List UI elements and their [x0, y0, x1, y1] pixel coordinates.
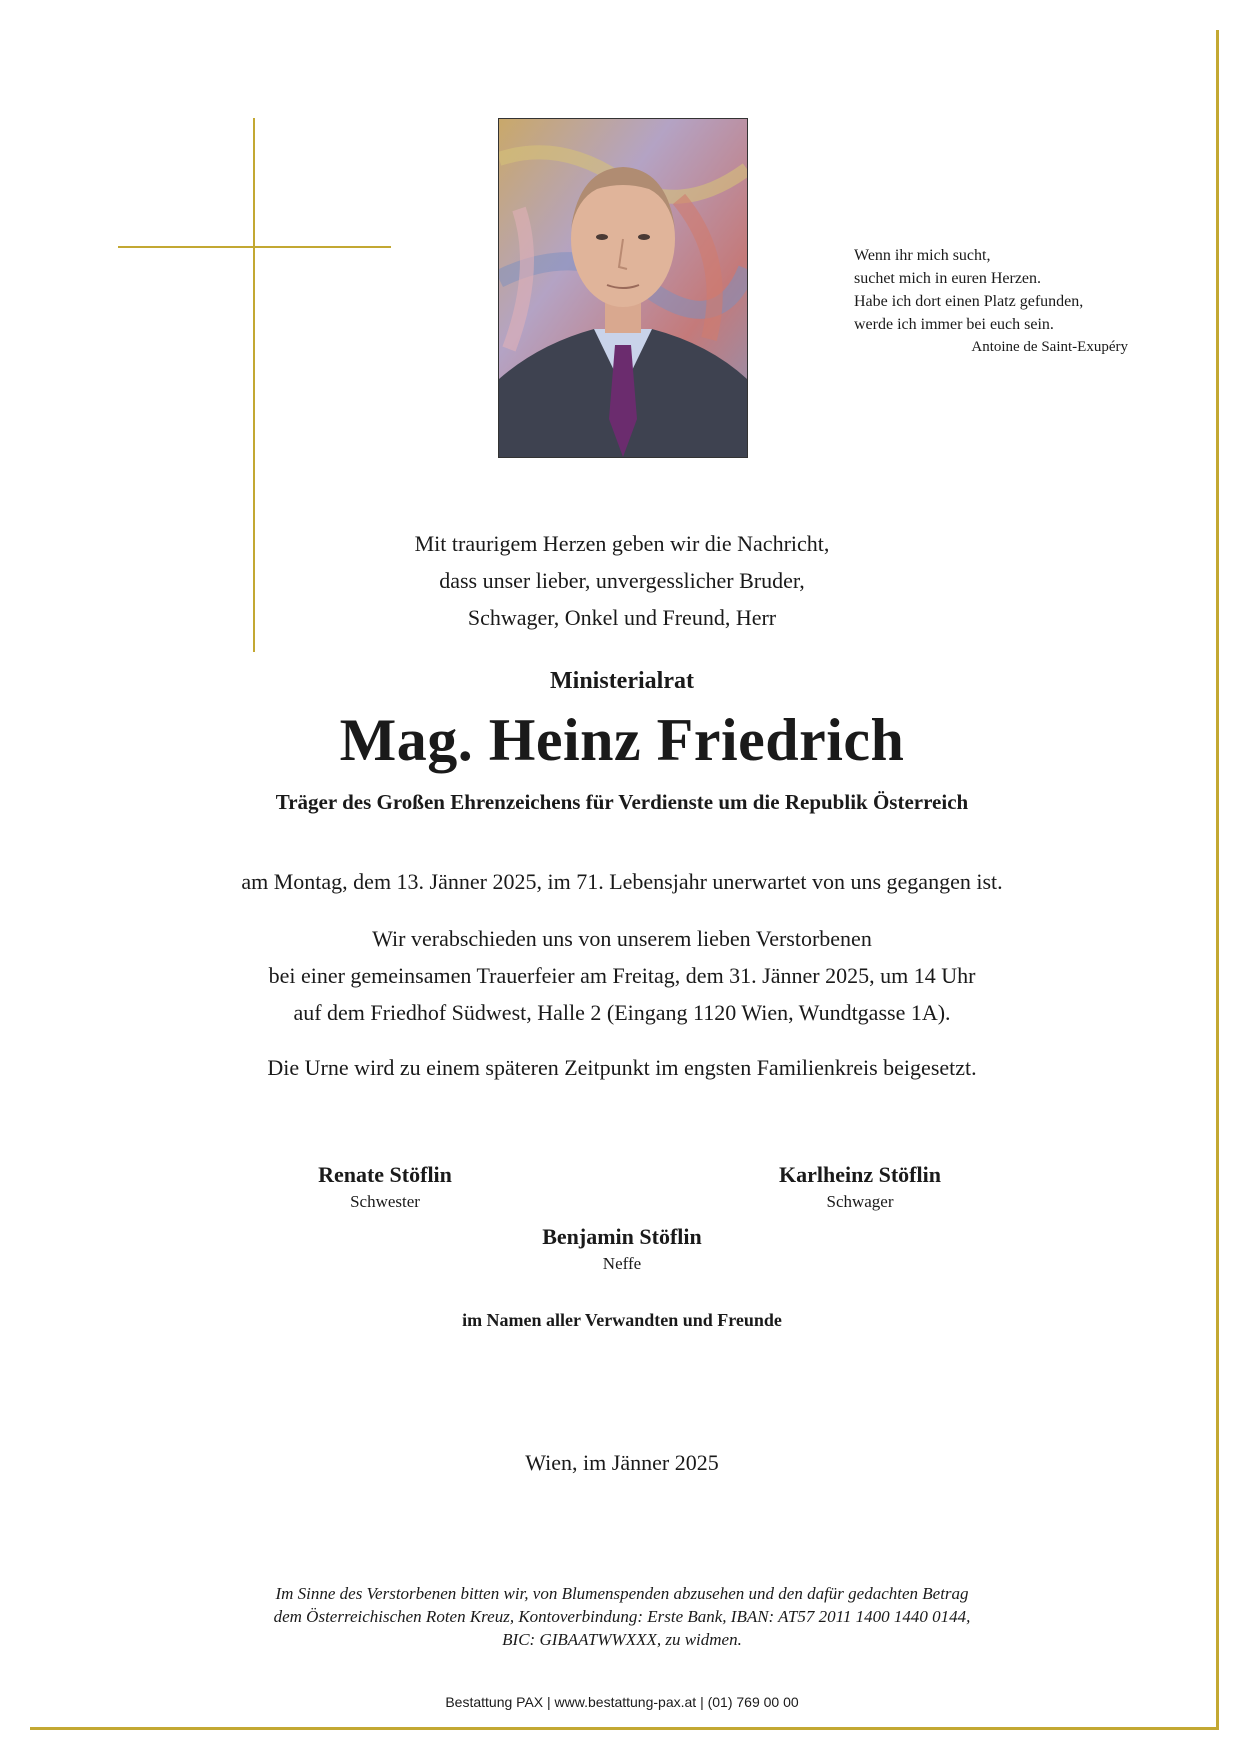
intro-line: Mit traurigem Herzen geben wir die Nachricht,	[414, 531, 830, 556]
donation-request	[100, 1582, 1144, 1651]
quote-line: suchet mich in euren Herzen.	[854, 270, 1042, 287]
quote-block	[854, 244, 1134, 359]
donation-line: BIC: GIBAATWWXXX, zu widmen.	[502, 1630, 742, 1649]
mourner-signature	[680, 1160, 1040, 1214]
ceremony-line: Wir verabschieden uns von unserem lieben Verstorbenen	[372, 926, 872, 951]
intro-line: Schwager, Onkel und Freund, Herr	[467, 605, 777, 630]
mourner-name: Renate Stöflin	[318, 1162, 452, 1187]
portrait-illustration	[499, 119, 747, 457]
mourner-name: Karlheinz Stöflin	[779, 1162, 941, 1187]
death-notice: am Montag, dem 13. Jänner 2025, im 71. Lebensjahr unerwartet von uns gegangen ist.	[241, 869, 1003, 894]
frame-bottom-line	[30, 1727, 1219, 1730]
intro-text	[100, 525, 1144, 636]
deceased-honor: Träger des Großen Ehrenzeichens für Verdienste um die Republik Österreich	[275, 790, 969, 814]
mourner-role: Schwager	[826, 1192, 894, 1211]
mourner-role: Neffe	[602, 1254, 642, 1273]
intro-line: dass unser lieber, unvergesslicher Bruder,	[439, 568, 805, 593]
ceremony-details	[100, 920, 1144, 1031]
deceased-name: Mag. Heinz Friedrich	[339, 707, 905, 773]
mourner-signature	[205, 1160, 565, 1214]
on-behalf-text: im Namen aller Verwandten und Freunde	[462, 1310, 782, 1330]
ceremony-line: auf dem Friedhof Südwest, Halle 2 (Eingang 1120 Wien, Wundtgasse 1A).	[293, 1000, 951, 1025]
donation-line: Im Sinne des Verstorbenen bitten wir, von Blumenspenden abzusehen und den dafür gedachten Betrag	[275, 1584, 969, 1603]
ceremony-line: bei einer gemeinsamen Trauerfeier am Freitag, dem 31. Jänner 2025, um 14 Uhr	[268, 963, 976, 988]
quote-author: Antoine de Saint-Exupéry	[971, 339, 1128, 355]
mourner-role: Schwester	[350, 1192, 420, 1211]
quote-line: Wenn ihr mich sucht,	[854, 247, 991, 264]
funeral-home-footer: Bestattung PAX | www.bestattung-pax.at | (01) 769 00 00	[445, 1694, 799, 1710]
urn-notice: Die Urne wird zu einem späteren Zeitpunkt im engsten Familienkreis beigesetzt.	[267, 1055, 977, 1080]
place-date: Wien, im Jänner 2025	[525, 1450, 719, 1475]
portrait-photo	[498, 118, 748, 458]
frame-right-line	[1216, 30, 1219, 1728]
deceased-title: Ministerialrat	[550, 668, 694, 694]
cross-horizontal-bar	[118, 246, 391, 248]
quote-line: werde ich immer bei euch sein.	[854, 316, 1054, 333]
mourner-signature	[442, 1222, 802, 1276]
quote-line: Habe ich dort einen Platz gefunden,	[854, 293, 1084, 310]
mourner-name: Benjamin Stöflin	[542, 1224, 702, 1249]
donation-line: dem Österreichischen Roten Kreuz, Kontoverbindung: Erste Bank, IBAN: AT57 2011 1400 1440 0144,	[273, 1607, 971, 1626]
